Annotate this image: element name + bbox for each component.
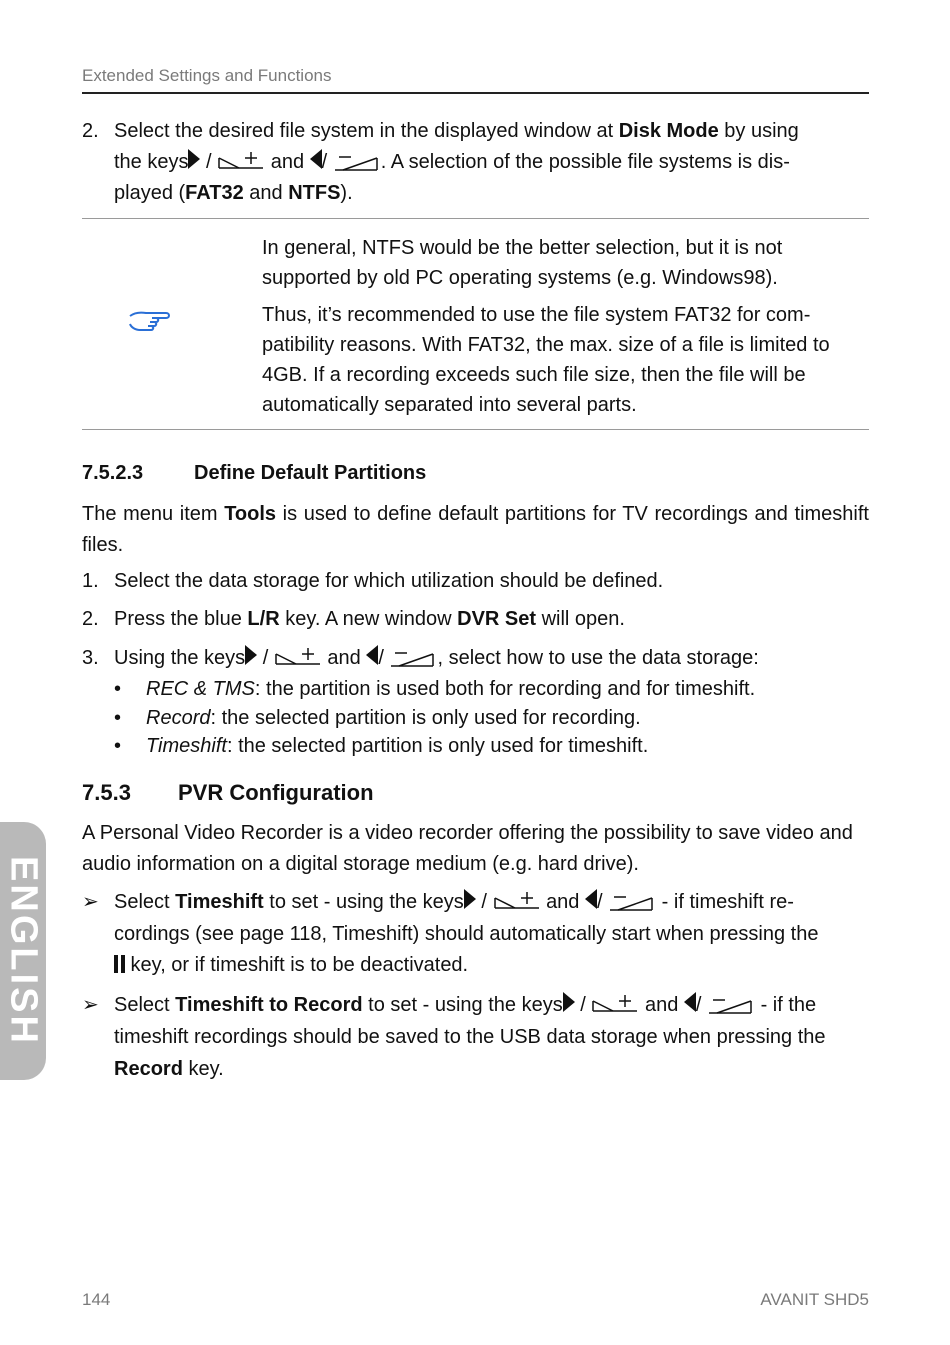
volume-minus-key-icon	[707, 995, 755, 1017]
step-number: 2.	[82, 120, 99, 142]
volume-plus-key-icon	[493, 892, 541, 914]
arrow-item-line-2: cordings (see page 118, Timeshift) should automatically start when pressing the	[114, 923, 819, 945]
left-arrow-key-icon	[310, 149, 322, 169]
list-item: Press the blue L/R key. A new window DVR Set will open.	[114, 608, 625, 630]
step-line-2: the keys / and / . A selection of the possible file systems is dis-	[114, 151, 790, 173]
volume-minus-key-icon	[608, 892, 656, 914]
arrow-item-line-3: Record key.	[114, 1058, 224, 1080]
volume-minus-key-icon	[333, 152, 381, 174]
right-arrow-key-icon	[245, 645, 257, 665]
note-paragraph-1: In general, NTFS would be the better selection, but it is not supported by old PC operating systems (e.g. Windows98).	[262, 237, 783, 289]
list-item: Select the data storage for which utilization should be defined.	[114, 570, 664, 592]
list-number: 3.	[82, 647, 99, 669]
section-heading-753: 7.5.3 PVR Configuration	[82, 780, 374, 805]
language-side-tab-label: ENGLISH	[2, 856, 45, 1046]
arrow-bullet-icon: ➢	[82, 891, 99, 913]
bullet-item: REC & TMS: the partition is used both for recording and for timeshift.	[146, 678, 756, 700]
bullet-symbol: •	[114, 735, 122, 757]
arrow-item-line-3: key, or if timeshift is to be deactivated.	[114, 950, 869, 981]
pointing-hand-icon	[128, 306, 172, 334]
note-top-rule	[82, 218, 869, 219]
right-arrow-key-icon	[188, 149, 200, 169]
section-heading-7523: 7.5.2.3 Define Default Partitions	[82, 462, 427, 484]
pause-key-icon	[114, 955, 125, 973]
bullet-symbol: •	[114, 707, 122, 729]
step-line-1: Select the desired file system in the displayed window at Disk Mode by using	[114, 120, 799, 142]
bullet-symbol: •	[114, 678, 122, 700]
volume-minus-key-icon	[389, 648, 437, 670]
volume-plus-key-icon	[591, 995, 639, 1017]
list-number: 2.	[82, 608, 99, 630]
note-bottom-rule	[82, 429, 869, 430]
section-intro: A Personal Video Recorder is a video recorder offering the possibility to save video and audio information on a digital storage medium (e.g. hard drive).	[82, 822, 853, 875]
arrow-item-line-1: Select Timeshift to Record to set - using the keys / and / - if the	[114, 994, 817, 1016]
arrow-bullet-icon: ➢	[82, 994, 99, 1016]
list-number: 1.	[82, 570, 99, 592]
header-rule	[82, 92, 869, 94]
step-line-3: played (FAT32 and NTFS).	[114, 182, 353, 204]
section-intro: The menu item Tools is used to define default partitions for TV recordings and timeshift files.	[82, 503, 869, 556]
note-paragraph-2: Thus, it’s recommended to use the file system FAT32 for com-patibility reasons. With FAT32, the max. size of a file is limited to 4GB. If a recording exceeds such file size, then the file will be automatically separated into several parts.	[262, 304, 830, 416]
volume-plus-key-icon	[217, 152, 265, 174]
page-number: 144	[82, 1290, 111, 1309]
bullet-item: Timeshift: the selected partition is only used for timeshift.	[146, 735, 649, 757]
left-arrow-key-icon	[684, 992, 696, 1012]
arrow-item-line-1: Select Timeshift to set - using the keys / and / - if timeshift re-	[114, 891, 794, 913]
list-item: Using the keys / and / , select how to use the data storage:	[114, 647, 759, 669]
product-name: AVANIT SHD5	[760, 1290, 869, 1309]
bullet-item: Record: the selected partition is only used for recording.	[146, 707, 641, 729]
arrow-item-line-2: timeshift recordings should be saved to the USB data storage when pressing the	[114, 1026, 826, 1048]
right-arrow-key-icon	[563, 992, 575, 1012]
volume-plus-key-icon	[274, 648, 322, 670]
language-side-tab	[0, 822, 46, 1080]
right-arrow-key-icon	[464, 889, 476, 909]
left-arrow-key-icon	[366, 645, 378, 665]
left-arrow-key-icon	[585, 889, 597, 909]
running-header: Extended Settings and Functions	[82, 66, 332, 85]
